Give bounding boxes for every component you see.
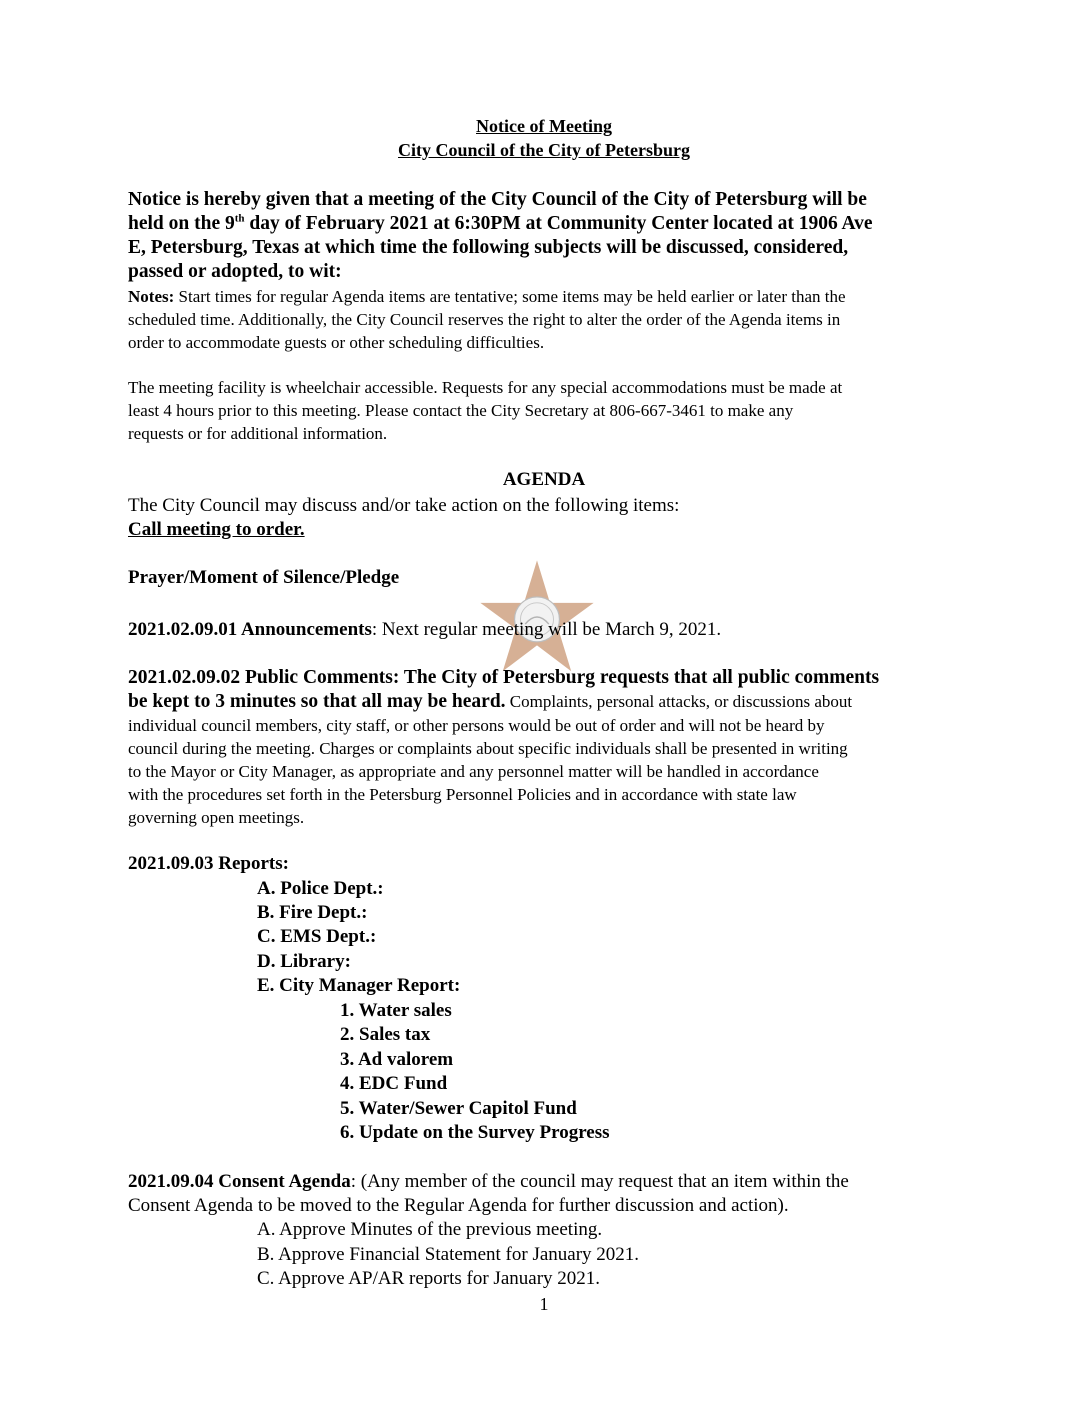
public-comments-line-6: with the procedures set forth in the Petersburg Personnel Policies and in accordance with state law bbox=[128, 785, 797, 804]
report-item: C. EMS Dept.: bbox=[257, 926, 377, 947]
notes-line-2: scheduled time. Additionally, the City Council reserves the right to alter the order of the Agenda items in bbox=[128, 310, 841, 329]
reports-heading: 2021.09.03 Reports: bbox=[128, 853, 289, 874]
access-line-3: requests or for additional information. bbox=[128, 424, 388, 443]
consent-line-2: Consent Agenda to be moved to the Regular Agenda for further discussion and action). bbox=[128, 1195, 789, 1216]
consent-item: C. Approve AP/AR reports for January 2021. bbox=[257, 1268, 601, 1289]
city-manager-item: 4. EDC Fund bbox=[340, 1073, 448, 1094]
report-item: E. City Manager Report: bbox=[257, 975, 461, 996]
council-title: City Council of the City of Petersburg bbox=[398, 140, 690, 160]
city-manager-item: 6. Update on the Survey Progress bbox=[340, 1122, 610, 1143]
consent-item: B. Approve Financial Statement for January 2021. bbox=[257, 1244, 640, 1265]
notes-line-3: order to accommodate guests or other scheduling difficulties. bbox=[128, 333, 545, 352]
public-comments-line-5: to the Mayor or City Manager, as appropriate and any personnel matter will be handled in accordance bbox=[128, 762, 819, 781]
notice-title: Notice of Meeting bbox=[476, 116, 612, 136]
access-line-2: least 4 hours prior to this meeting. Please contact the City Secretary at 806-667-3461 to make any bbox=[128, 401, 794, 420]
city-manager-item: 5. Water/Sewer Capitol Fund bbox=[340, 1098, 577, 1119]
notice-line-1: Notice is hereby given that a meeting of the City Council of the City of Petersburg will be bbox=[128, 189, 867, 210]
city-manager-item: 3. Ad valorem bbox=[340, 1049, 454, 1070]
report-item: B. Fire Dept.: bbox=[257, 902, 368, 923]
consent-item: A. Approve Minutes of the previous meeting. bbox=[257, 1219, 603, 1240]
announcements-item: 2021.02.09.01 Announcements: Next regular meeting will be March 9, 2021. bbox=[128, 619, 722, 640]
notice-line-3: E, Petersburg, Texas at which time the following subjects will be discussed, considered, bbox=[128, 237, 849, 258]
page-number: 1 bbox=[539, 1294, 549, 1314]
consent-line-1: 2021.09.04 Consent Agenda: (Any member of the council may request that an item within the bbox=[128, 1171, 849, 1192]
public-comments-line-3: individual council members, city staff, or other persons would be out of order and will not be heard by bbox=[128, 716, 825, 735]
notes-line-1: Notes: Start times for regular Agenda items are tentative; some items may be held earlier or later than the bbox=[128, 287, 846, 306]
notice-line-2: held on the 9th day of February 2021 at 6:30PM at Community Center located at 1906 Ave bbox=[128, 212, 873, 234]
call-to-order: Call meeting to order. bbox=[128, 519, 305, 540]
report-item: A. Police Dept.: bbox=[257, 878, 384, 899]
notice-line-4: passed or adopted, to wit: bbox=[128, 261, 342, 282]
report-item: D. Library: bbox=[257, 951, 351, 972]
public-comments-line-7: governing open meetings. bbox=[128, 808, 305, 827]
public-comments-line-1: 2021.02.09.02 Public Comments: The City of Petersburg requests that all public comments bbox=[128, 667, 880, 688]
prayer-item: Prayer/Moment of Silence/Pledge bbox=[128, 567, 400, 588]
city-seal-star-icon bbox=[478, 558, 596, 676]
access-line-1: The meeting facility is wheelchair accessible. Requests for any special accommodations must be made at bbox=[128, 378, 843, 397]
city-manager-item: 1. Water sales bbox=[340, 1000, 452, 1021]
public-comments-line-4: council during the meeting. Charges or complaints about specific individuals shall be presented in writing bbox=[128, 739, 848, 758]
agenda-heading: AGENDA bbox=[502, 469, 586, 490]
agenda-intro: The City Council may discuss and/or take action on the following items: bbox=[128, 495, 680, 516]
public-comments-line-2: be kept to 3 minutes so that all may be heard. Complaints, personal attacks, or discussions about bbox=[128, 691, 853, 712]
city-manager-item: 2. Sales tax bbox=[340, 1024, 431, 1045]
